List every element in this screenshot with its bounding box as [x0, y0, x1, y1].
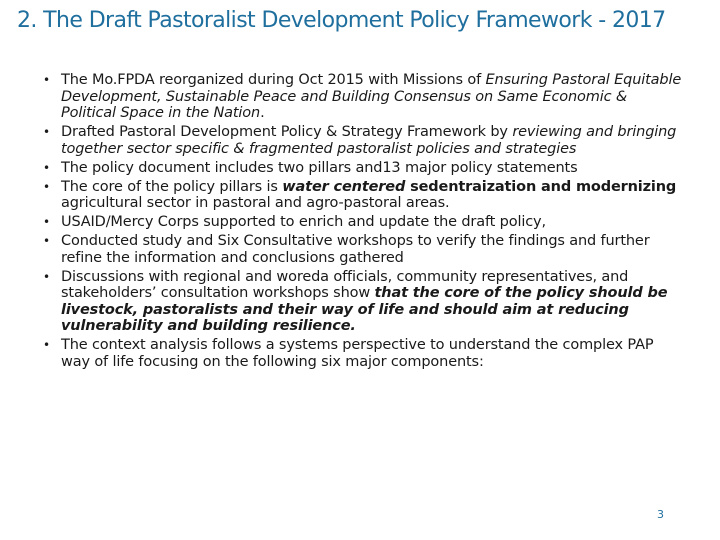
text-segment: . — [260, 105, 265, 121]
text-segment: The policy document includes two pillars and13 major policy statements — [61, 159, 578, 176]
text-segment: The Mo.FPDA reorganized during Oct 2015 with Missions of — [61, 72, 486, 88]
bullet-item — [43, 160, 683, 177]
bullet-dot-icon: • — [43, 338, 50, 352]
bullet-dot-icon: • — [43, 269, 50, 284]
text-segment: The core of the policy pillars is — [61, 178, 283, 195]
bullet-item — [43, 233, 683, 266]
text-segment-bold-italic: water centered — [282, 178, 406, 195]
text-segment-italic: Ensuring Pastoral Equitable Development, Sustainable Peace and Building Consensus on Same Economic & Political Space in the Nation — [61, 72, 682, 121]
text-segment: Drafted Pastoral Development Policy & Strategy Framework by — [61, 124, 513, 140]
bullet-list — [43, 72, 683, 373]
bullet-dot-icon: • — [43, 73, 50, 87]
text-segment: The context analysis follows a systems perspective to understand the complex PAP way of life focusing on the following six major components: — [61, 337, 654, 370]
bullet-item — [43, 179, 683, 212]
bullet-dot-icon: • — [43, 160, 50, 175]
bullet-item — [43, 269, 683, 335]
slide-title: 2. The Draft Pastoralist Development Policy Framework - 2017 — [17, 8, 666, 33]
page-number: 3 — [657, 508, 664, 521]
text-segment-bold: sedentraization and modernizing — [405, 178, 677, 195]
bullet-dot-icon: • — [43, 179, 50, 194]
bullet-dot-icon: • — [43, 234, 50, 248]
bullet-dot-icon: • — [43, 125, 50, 139]
text-segment-bold-italic: that the core of the policy should be livestock, pastoralists and their way of life and should aim at reducing vulnerability and building resilience. — [61, 285, 668, 334]
text-segment: Conducted study and Six Consultative workshops to verify the findings and further refine the information and conclusions gathered — [61, 233, 650, 266]
bullet-dot-icon: • — [43, 215, 50, 229]
bullet-item — [43, 72, 683, 122]
bullet-item — [43, 214, 683, 231]
bullet-item — [43, 124, 683, 157]
text-segment: USAID/Mercy Corps supported to enrich and update the draft policy, — [61, 214, 546, 230]
text-segment: agricultural sector in pastoral and agro-pastoral areas. — [61, 195, 450, 211]
text-segment-italic: reviewing and bringing together sector specific & fragmented pastoralist policies and strategies — [61, 124, 677, 157]
bullet-item — [43, 337, 683, 370]
text-segment: Discussions with regional and woreda officials, community representatives, and stakeholders’ consultation workshops show — [61, 268, 629, 301]
